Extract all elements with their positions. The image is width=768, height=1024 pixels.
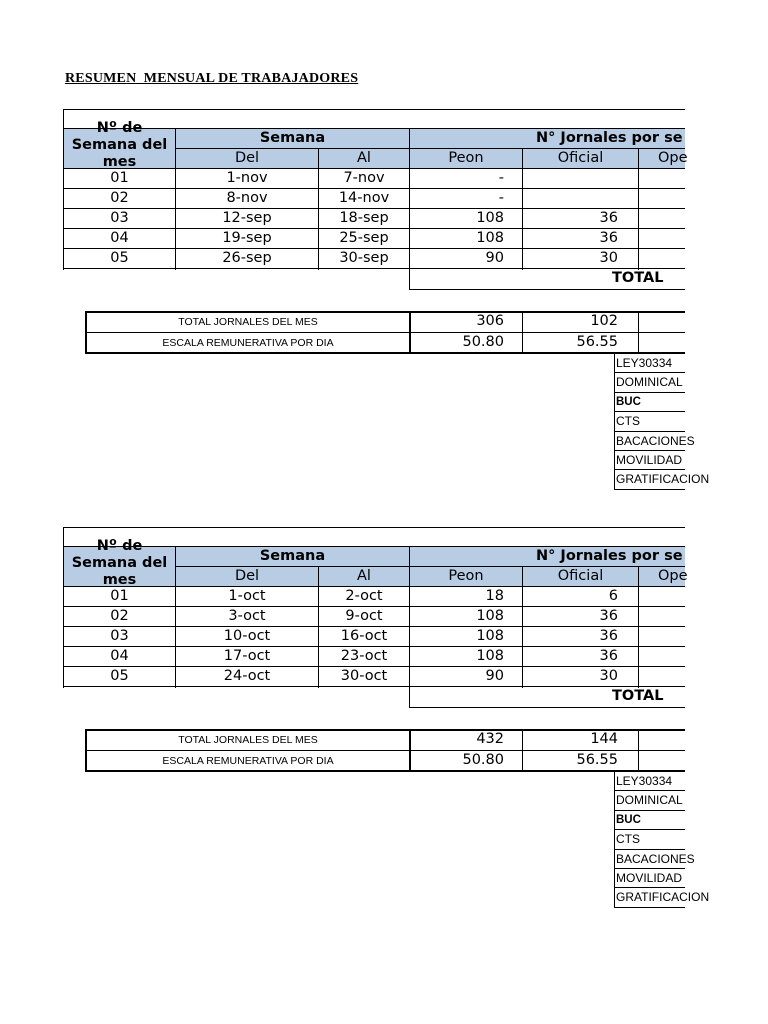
week-start: 1-oct xyxy=(228,588,266,604)
side-item: DOMINICAL xyxy=(616,375,683,390)
side-item: CTS xyxy=(616,414,640,429)
week-start: 8-nov xyxy=(226,190,268,206)
side-item: GRATIFICACION xyxy=(616,890,710,905)
week-number: 01 xyxy=(110,170,129,186)
oficial-count xyxy=(523,188,618,208)
week-start: 24-oct xyxy=(223,668,271,684)
escala-label: ESCALA REMUNERATIVA POR DIA xyxy=(162,755,334,767)
grid-line xyxy=(614,907,685,908)
side-item: DOMINICAL xyxy=(616,793,683,808)
week-end: 25-sep xyxy=(339,230,389,246)
header-week-number: Nº de Semana del mes xyxy=(71,538,168,588)
side-item: BACACIONES xyxy=(616,433,695,448)
side-item: LEY30334 xyxy=(616,356,673,370)
header-operario: Ope xyxy=(658,568,688,584)
escala-oficial: 56.55 xyxy=(576,334,618,350)
total-peon: 432 xyxy=(476,731,504,747)
header-jornales: N° Jornales por se xyxy=(536,130,683,146)
total-label: TOTAL xyxy=(612,270,664,286)
side-item: MOVILIDAD xyxy=(616,871,683,885)
grid-line xyxy=(638,729,639,772)
oficial-count xyxy=(523,168,618,188)
header-del: Del xyxy=(234,568,260,584)
week-end: 9-oct xyxy=(345,608,383,624)
header-week-number: Nº de Semana del mes xyxy=(71,120,168,170)
peon-count: 18 xyxy=(485,588,504,604)
escala-peon: 50.80 xyxy=(462,334,504,350)
oficial-count: 36 xyxy=(599,608,618,624)
week-end: 30-oct xyxy=(340,668,388,684)
side-item: BUC xyxy=(616,813,641,826)
total-label: TOTAL xyxy=(612,688,664,704)
page-title: RESUMEN MENSUAL DE TRABAJADORES xyxy=(65,71,359,86)
grid-line xyxy=(63,527,685,528)
header-peon: Peon xyxy=(448,150,484,166)
peon-count: 108 xyxy=(476,210,504,226)
week-end: 14-nov xyxy=(338,190,390,206)
escala-label: ESCALA REMUNERATIVA POR DIA xyxy=(162,337,334,349)
peon-count: 90 xyxy=(485,250,504,266)
week-start: 19-sep xyxy=(222,230,272,246)
week-number: 02 xyxy=(110,608,129,624)
week-start: 1-nov xyxy=(226,170,268,186)
week-end: 30-sep xyxy=(339,250,389,266)
week-number: 05 xyxy=(110,250,129,266)
side-item: GRATIFICACION xyxy=(616,472,710,487)
total-peon: 306 xyxy=(476,313,504,329)
header-semana: Semana xyxy=(259,130,326,146)
peon-count: 108 xyxy=(476,628,504,644)
peon-count: 108 xyxy=(476,648,504,664)
grid-line xyxy=(409,289,685,290)
header-semana: Semana xyxy=(259,548,326,564)
oficial-count: 30 xyxy=(599,250,618,266)
oficial-count: 36 xyxy=(599,230,618,246)
peon-count: - xyxy=(498,190,504,206)
header-al: Al xyxy=(357,568,371,584)
week-number: 04 xyxy=(110,230,129,246)
grid-line xyxy=(409,707,685,708)
report-section xyxy=(0,418,710,905)
week-start: 10-oct xyxy=(223,628,271,644)
side-item: BACACIONES xyxy=(616,851,695,866)
total-jornales-label: TOTAL JORNALES DEL MES xyxy=(178,734,318,746)
total-jornales-label: TOTAL JORNALES DEL MES xyxy=(178,316,318,328)
header-oficial: Oficial xyxy=(557,150,604,166)
escala-peon: 50.80 xyxy=(462,752,504,768)
grid-line xyxy=(63,268,685,269)
header-del: Del xyxy=(234,150,260,166)
week-end: 18-sep xyxy=(339,210,389,226)
header-al: Al xyxy=(357,150,371,166)
peon-count: 108 xyxy=(476,230,504,246)
week-number: 05 xyxy=(110,668,129,684)
escala-oficial: 56.55 xyxy=(576,752,618,768)
week-number: 04 xyxy=(110,648,129,664)
side-item: MOVILIDAD xyxy=(616,453,683,467)
oficial-count: 30 xyxy=(599,668,618,684)
side-item: BUC xyxy=(616,395,641,408)
week-start: 12-sep xyxy=(222,210,272,226)
grid-line xyxy=(638,148,639,270)
week-start: 17-oct xyxy=(223,648,271,664)
peon-count: - xyxy=(498,170,504,186)
total-oficial: 102 xyxy=(590,313,618,329)
grid-line xyxy=(63,109,685,110)
week-number: 02 xyxy=(110,190,129,206)
week-end: 7-nov xyxy=(343,170,385,186)
side-item: LEY30334 xyxy=(616,774,673,788)
oficial-count: 36 xyxy=(599,648,618,664)
week-end: 2-oct xyxy=(345,588,383,604)
oficial-count: 36 xyxy=(599,210,618,226)
report-section xyxy=(0,0,710,487)
grid-line xyxy=(638,311,639,354)
header-jornales: N° Jornales por se xyxy=(536,548,683,564)
header-peon: Peon xyxy=(448,568,484,584)
header-oficial: Oficial xyxy=(557,568,604,584)
week-end: 16-oct xyxy=(340,628,388,644)
peon-count: 108 xyxy=(476,608,504,624)
oficial-count: 6 xyxy=(608,588,618,604)
grid-line xyxy=(638,566,639,688)
oficial-count: 36 xyxy=(599,628,618,644)
week-start: 3-oct xyxy=(228,608,266,624)
header-operario: Ope xyxy=(658,150,688,166)
week-number: 03 xyxy=(110,628,129,644)
grid-line xyxy=(63,686,685,687)
week-number: 03 xyxy=(110,210,129,226)
week-number: 01 xyxy=(110,588,129,604)
week-end: 23-oct xyxy=(340,648,388,664)
week-start: 26-sep xyxy=(222,250,272,266)
total-oficial: 144 xyxy=(590,731,618,747)
side-item: CTS xyxy=(616,832,640,847)
peon-count: 90 xyxy=(485,668,504,684)
